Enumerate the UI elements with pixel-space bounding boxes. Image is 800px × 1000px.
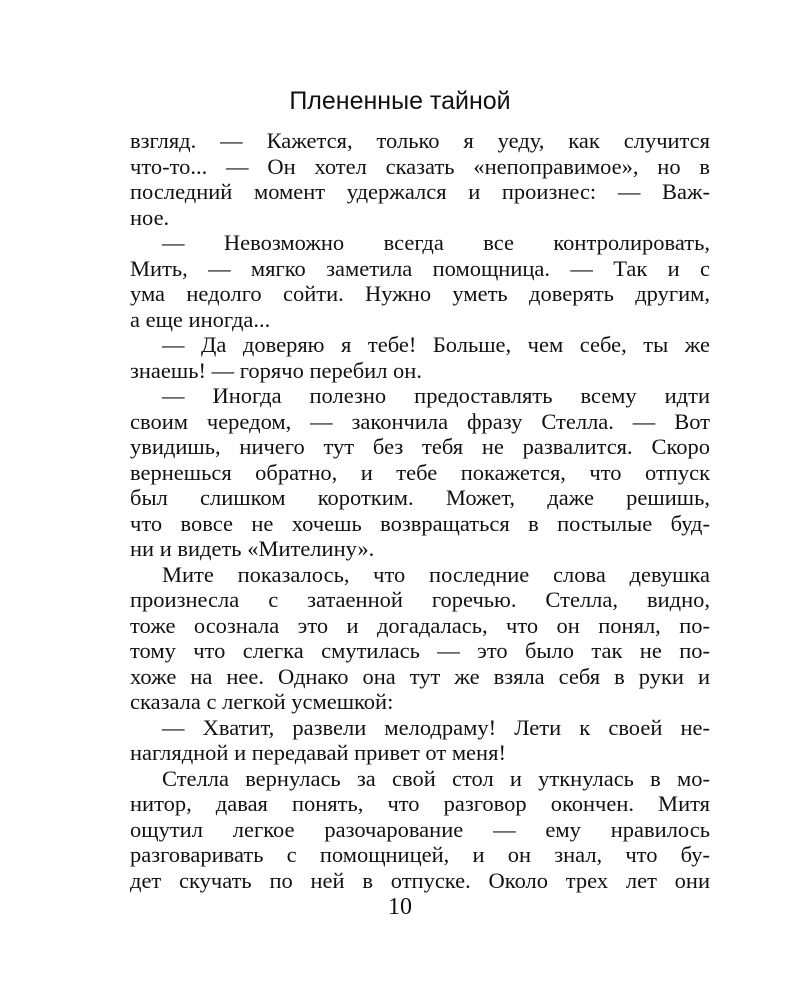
text-line: разговаривать с помощницей, и он знал, что бу- bbox=[130, 842, 710, 867]
text-line: взгляд. — Кажется, только я уеду, как случится bbox=[130, 128, 710, 153]
text-line: Стелла вернулась за свой стол и уткнулась в мо- bbox=[162, 765, 710, 791]
text-line: — Да доверяю я тебе! Больше, чем себе, ты же bbox=[162, 332, 710, 357]
text-line: был слишком коротким. Может, даже решишь, bbox=[130, 485, 710, 510]
text-line: последний момент удержался и произнес: — Важ- bbox=[130, 179, 710, 204]
text-line: вернешься обратно, и тебе покажется, что отпуск bbox=[130, 459, 710, 485]
text-line: что вовсе не хочешь возвращаться в постылые буд- bbox=[130, 510, 710, 536]
text-line: своим чередом, — закончила фразу Стелла. — Вот bbox=[130, 408, 710, 434]
text-line: Мите показалось, что последние слова девушка bbox=[162, 561, 710, 587]
text-line: знаешь! — горячо перебил он. bbox=[130, 357, 422, 383]
body-text bbox=[130, 128, 710, 893]
text-line: Мить, — мягко заметила помощница. — Так и с bbox=[130, 255, 710, 281]
text-line: ное. bbox=[130, 204, 170, 230]
text-line: наглядной и передавай привет от меня! bbox=[130, 740, 506, 765]
text-line: — Иногда полезно предоставлять всему идти bbox=[162, 383, 710, 408]
text-line: произнесла с затаенной горечью. Стелла, видно, bbox=[130, 587, 710, 612]
text-line: тоже осознала это и догадалась, что он понял, по- bbox=[130, 612, 710, 638]
running-head: Плененные тайной bbox=[289, 87, 511, 115]
text-line: — Невозможно всегда все контролировать, bbox=[162, 230, 710, 255]
text-line: ощутил легкое разочарование — ему нравилось bbox=[130, 816, 710, 842]
text-line: что-то... — Он хотел сказать «непоправимое», но в bbox=[130, 153, 710, 179]
text-line: дет скучать по ней в отпуске. Около трех лет они bbox=[130, 867, 710, 893]
text-line: тому что слегка смутилась — это было так не по- bbox=[130, 638, 710, 663]
text-line: увидишь, ничего тут без тебя не развалится. Скоро bbox=[130, 434, 710, 459]
text-line: нитор, давая понять, что разговор окончен. Митя bbox=[130, 791, 710, 816]
text-line: сказала с легкой усмешкой: bbox=[130, 689, 394, 714]
page-number: 10 bbox=[388, 894, 412, 920]
text-line: ума недолго сойти. Нужно уметь доверять другим, bbox=[130, 281, 710, 306]
text-line: хоже на нее. Однако она тут же взяла себя в руки и bbox=[130, 663, 710, 689]
text-line: ни и видеть «Мителину». bbox=[130, 536, 375, 561]
text-line: а еще иногда... bbox=[130, 306, 271, 332]
text-line: — Хватит, развели мелодраму! Лети к своей не- bbox=[162, 714, 710, 740]
